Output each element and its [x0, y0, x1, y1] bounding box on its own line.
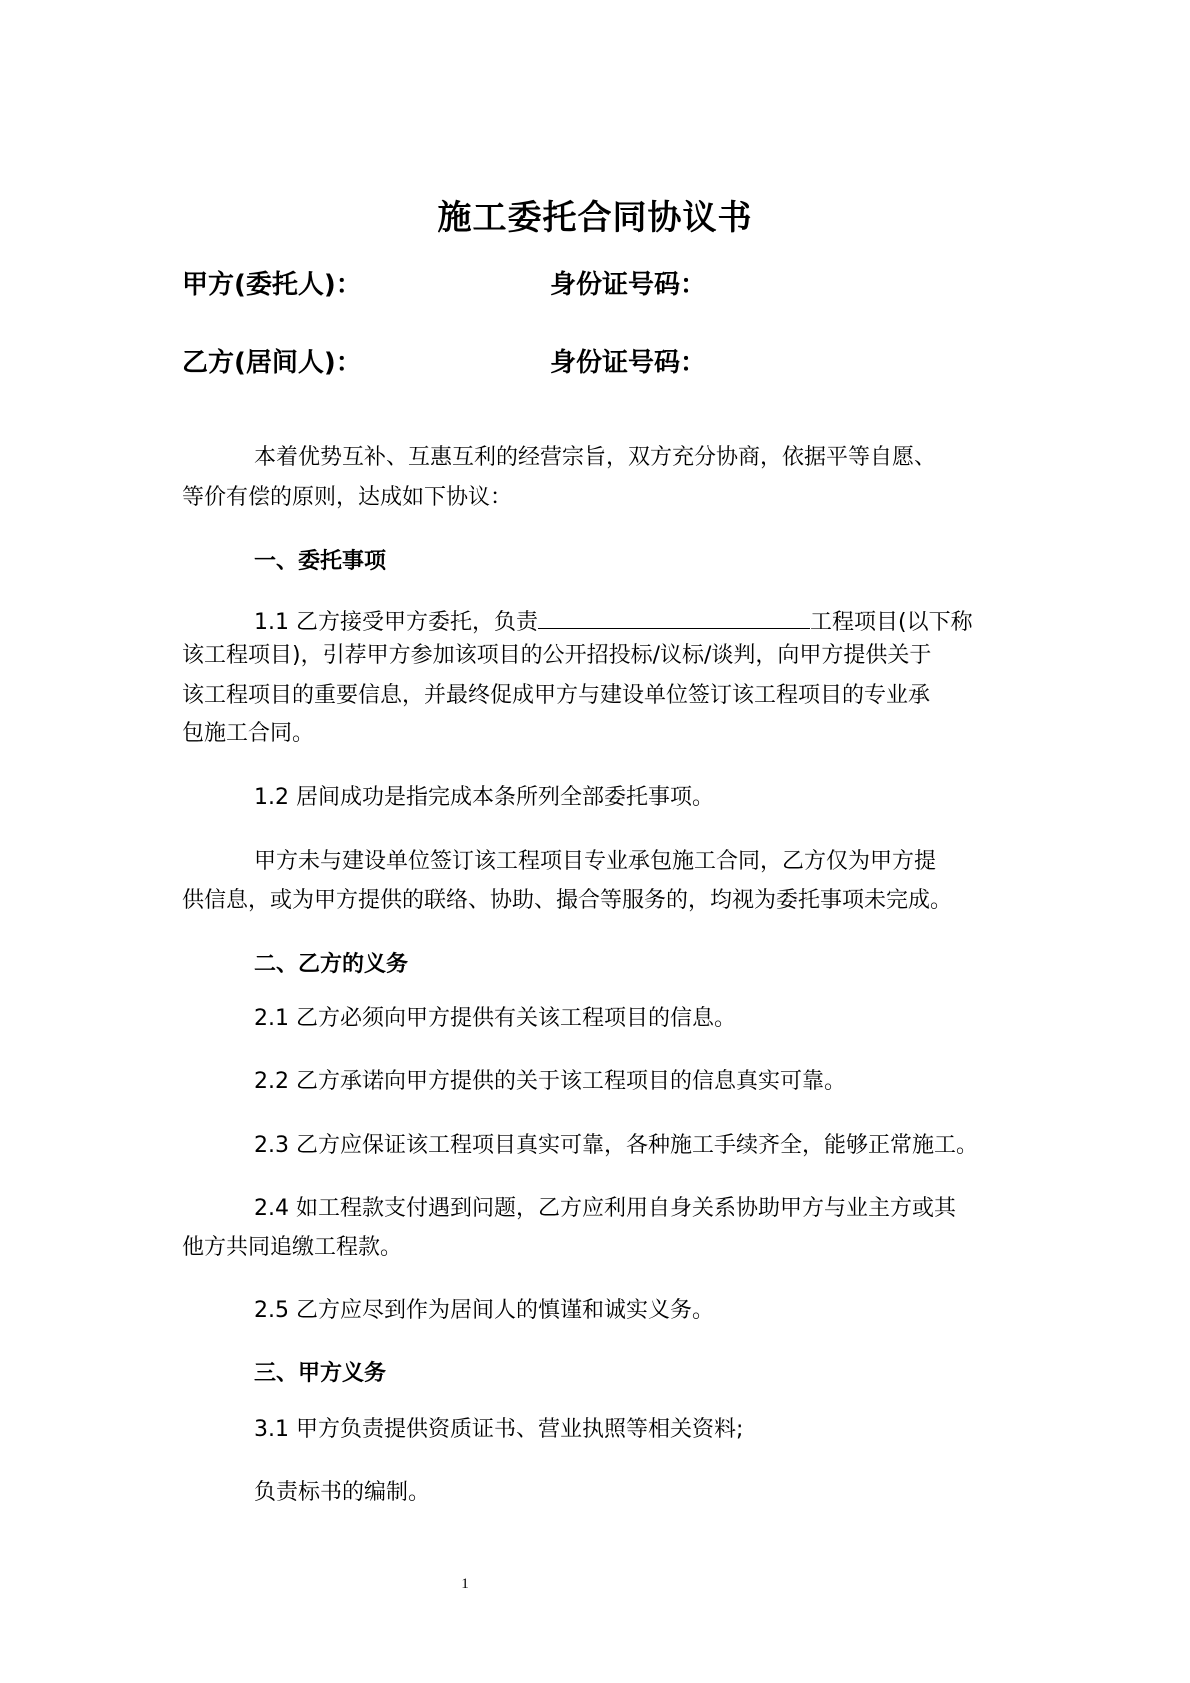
intro-line-1: 本着优势互补、互惠互利的经营宗旨，双方充分协商，依据平等自愿、 — [254, 445, 937, 470]
clause-3-1: 3.1 甲方负责提供资质证书、营业执照等相关资料; — [254, 1417, 744, 1442]
clause-3-extra: 负责标书的编制。 — [254, 1480, 431, 1505]
clause-1-1-line-3: 该工程项目的重要信息，并最终促成甲方与建设单位签订该工程项目的专业承 — [182, 683, 931, 708]
clause-1-extra-line-2: 供信息，或为甲方提供的联络、协助、撮合等服务的，均视为委托事项未完成。 — [182, 888, 953, 913]
clause-1-1-line-2: 该工程项目)，引荐甲方参加该项目的公开招投标/议标/谈判，向甲方提供关于 — [182, 643, 932, 668]
party-a-label: 甲方(委托人)： — [182, 270, 362, 300]
section-1-heading: 一、委托事项 — [254, 549, 387, 574]
clause-1-extra-line-1: 甲方未与建设单位签订该工程项目专业承包施工合同，乙方仅为甲方提 — [254, 849, 937, 874]
party-b-row — [182, 342, 1022, 382]
intro-line-2: 等价有偿的原则，达成如下协议： — [182, 485, 513, 510]
clause-2-2: 2.2 乙方承诺向甲方提供的关于该工程项目的信息真实可靠。 — [254, 1069, 846, 1094]
clause-1-1-text-after: 工程项目(以下称 — [809, 610, 973, 635]
party-a-row — [182, 264, 1022, 304]
clause-2-4-line-2: 他方共同追缴工程款。 — [182, 1235, 403, 1260]
project-name-blank[interactable] — [538, 606, 810, 629]
party-b-label: 乙方(居间人)： — [182, 348, 362, 378]
party-a-id-label: 身份证号码： — [550, 270, 707, 300]
party-b-id-label: 身份证号码： — [550, 348, 707, 378]
clause-2-5: 2.5 乙方应尽到作为居间人的慎谨和诚实义务。 — [254, 1298, 714, 1323]
page-number: 1 — [461, 1576, 469, 1592]
clause-2-3: 2.3 乙方应保证该工程项目真实可靠，各种施工手续齐全，能够正常施工。 — [254, 1133, 978, 1158]
clause-2-4-line-1: 2.4 如工程款支付遇到问题，乙方应利用自身关系协助甲方与业主方或其 — [254, 1196, 956, 1221]
clause-1-1-line-4: 包施工合同。 — [182, 721, 315, 746]
section-3-heading: 三、甲方义务 — [254, 1361, 387, 1386]
clause-1-1-text-before: 1.1 乙方接受甲方委托，负责 — [254, 610, 538, 635]
clause-1-1-line-1 — [254, 606, 973, 634]
clause-1-2: 1.2 居间成功是指完成本条所列全部委托事项。 — [254, 785, 714, 810]
clause-2-1: 2.1 乙方必须向甲方提供有关该工程项目的信息。 — [254, 1006, 736, 1031]
section-2-heading: 二、乙方的义务 — [254, 952, 409, 977]
document-title: 施工委托合同协议书 — [437, 198, 753, 238]
